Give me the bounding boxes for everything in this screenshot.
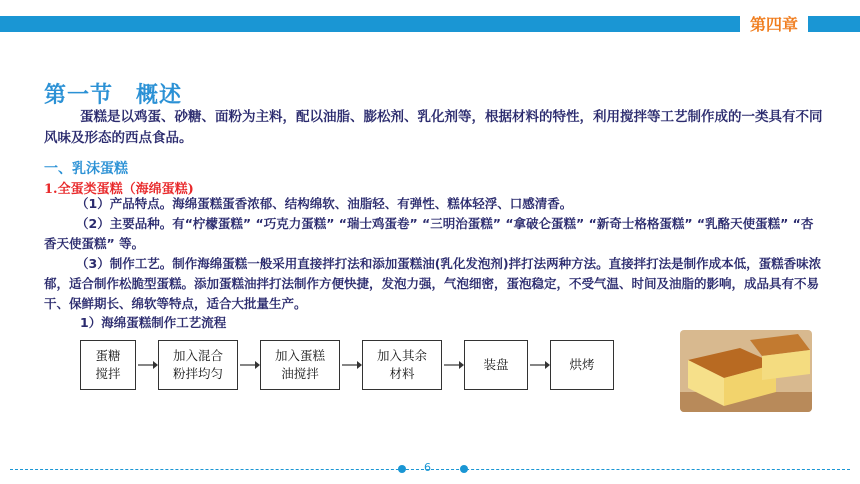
chapter-tag: 第四章 bbox=[749, 15, 798, 34]
flow-step: 加入蛋糕 油搅拌 bbox=[260, 340, 340, 390]
arrow-right-icon bbox=[137, 359, 159, 371]
footer-dot bbox=[398, 465, 406, 473]
page-number: 6 bbox=[424, 461, 431, 474]
arrow-right-icon bbox=[529, 359, 551, 371]
flow-step: 装盘 bbox=[464, 340, 528, 390]
page-title: 第一节 概述 bbox=[44, 83, 183, 108]
section-heading: 一、乳沫蛋糕 bbox=[44, 161, 128, 177]
point-process: （3）制作工艺。制作海绵蛋糕一般采用直接拌打法和添加蛋糕油(乳化发泡剂)拌打法两种方法。直接拌打法是制作成本低，蛋糕香味浓郁，适合制作松脆型蛋糕。添加蛋糕油拌打法制作方便快捷，发泡力强，气泡细密，蛋泡稳定，不受气温、时间及油脂的影响，成品具有不易干、保鲜期长、绵软等特点，适合大批量生产。 bbox=[44, 256, 822, 311]
flow-step: 烘烤 bbox=[550, 340, 614, 390]
footer-dot bbox=[460, 465, 468, 473]
arrow-right-icon bbox=[239, 359, 261, 371]
subsection-heading: 1.全蛋类蛋糕（海绵蛋糕) bbox=[44, 182, 194, 197]
flow-label: 1）海绵蛋糕制作工艺流程 bbox=[80, 315, 227, 330]
header-bar bbox=[0, 16, 740, 32]
point-varieties: （2）主要品种。有“柠檬蛋糕” “巧克力蛋糕” “瑞士鸡蛋卷” “三明治蛋糕” “拿破仑蛋糕” “新奇士格格蛋糕” “乳酪天使蛋糕” “杏香天使蛋糕” 等。 bbox=[44, 216, 814, 251]
sponge-cake-image bbox=[680, 330, 812, 412]
arrow-right-icon bbox=[341, 359, 363, 371]
flow-step: 加入其余 材料 bbox=[362, 340, 442, 390]
flow-step: 蛋糖 搅拌 bbox=[80, 340, 136, 390]
intro-paragraph: 蛋糕是以鸡蛋、砂糖、面粉为主料，配以油脂、膨松剂、乳化剂等，根据材料的特性，利用搅拌等工艺制作成的一类具有不同风味及形态的西点食品。 bbox=[44, 109, 823, 146]
flow-step: 加入混合 粉拌均匀 bbox=[158, 340, 238, 390]
header-bar-right bbox=[808, 16, 860, 32]
arrow-right-icon bbox=[443, 359, 465, 371]
point-features: （1）产品特点。海绵蛋糕蛋香浓郁、结构绵软、油脂轻、有弹性、糕体轻浮、口感清香。 bbox=[76, 196, 573, 211]
